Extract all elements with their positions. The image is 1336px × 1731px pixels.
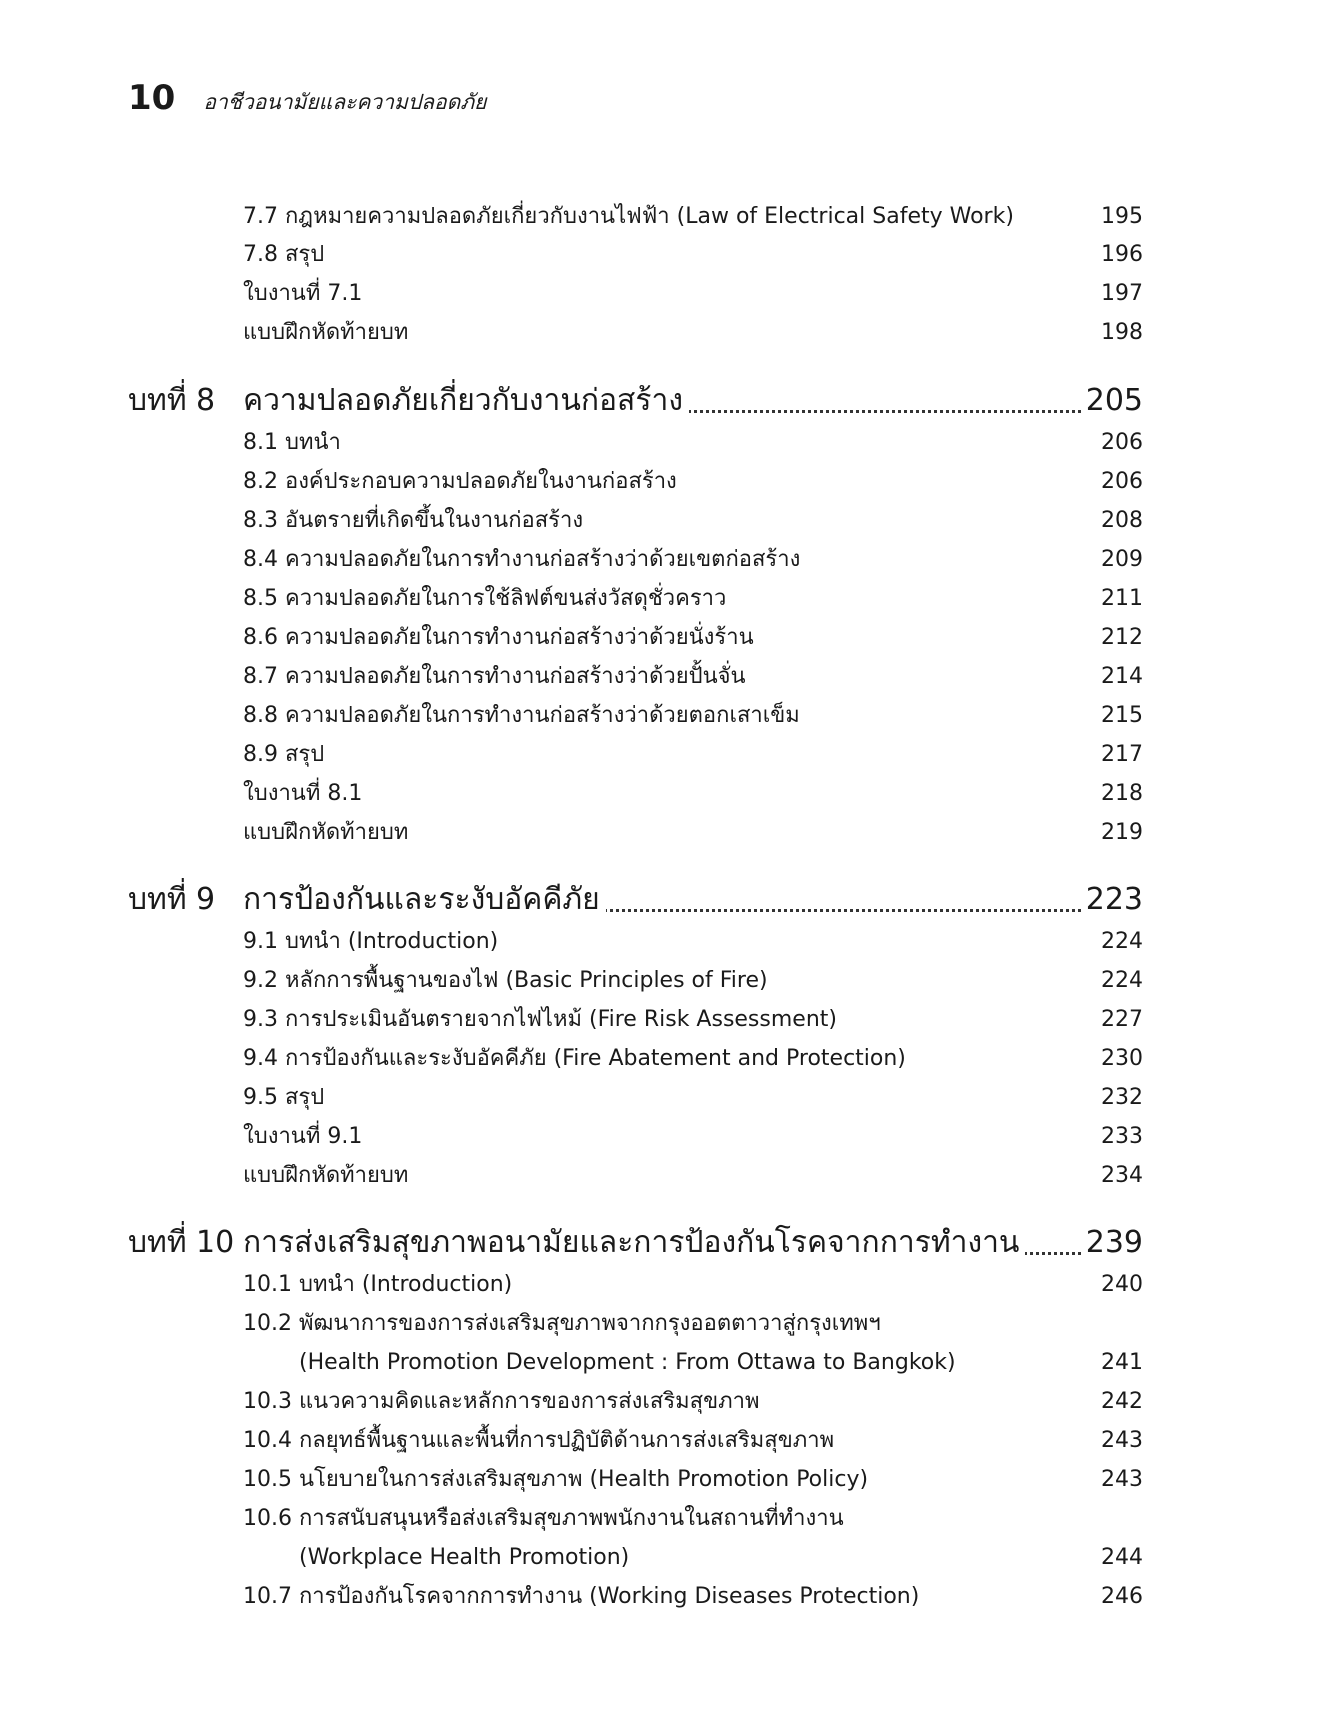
toc-entry-title: 10.2 พัฒนาการของการส่งเสริมสุขภาพจากกรุงออตตาวาสู่กรุงเทพฯ xyxy=(243,1311,881,1336)
toc-entry xyxy=(243,541,1143,579)
toc-entry-title: 8.5 ความปลอดภัยในการใช้ลิฟต์ขนส่งวัสดุชั่วคราว xyxy=(243,586,727,611)
toc-entry-page: 242 xyxy=(1101,1389,1143,1414)
toc-entry-page: 195 xyxy=(1101,204,1143,229)
chapter-title: ความปลอดภัยเกี่ยวกับงานก่อสร้าง xyxy=(243,377,689,425)
toc-entry-title: 8.3 อันตรายที่เกิดขึ้นในงานก่อสร้าง xyxy=(243,508,584,533)
toc-entry-page: 208 xyxy=(1101,508,1143,533)
toc-entry-page: 227 xyxy=(1101,1007,1143,1032)
toc-entry xyxy=(243,580,1143,618)
toc-entry-title: 8.9 สรุป xyxy=(243,742,325,767)
chapter-number: 10 xyxy=(196,1225,235,1260)
toc-entry-title: (Workplace Health Promotion) xyxy=(299,1545,630,1570)
toc-entry-title: 9.5 สรุป xyxy=(243,1085,325,1110)
toc-entry xyxy=(243,1344,1143,1382)
toc-entry-page: 243 xyxy=(1101,1467,1143,1492)
chapter-page: 223 xyxy=(1082,876,1143,924)
toc-entry-title: 10.3 แนวความคิดและหลักการของการส่งเสริมสุขภาพ xyxy=(243,1389,760,1414)
toc-entry xyxy=(243,1157,1143,1195)
toc-entry-page: 206 xyxy=(1101,469,1143,494)
toc-entry xyxy=(243,1539,1143,1577)
chapter-label: บทที่ xyxy=(128,1225,187,1260)
toc-entry-page: 234 xyxy=(1101,1163,1143,1188)
toc-entry xyxy=(243,1118,1143,1156)
toc-entry xyxy=(243,1040,1143,1078)
toc-entry xyxy=(243,814,1143,852)
toc-entry-title: (Health Promotion Development : From Ottawa to Bangkok) xyxy=(299,1350,956,1375)
toc-entry-title: 9.1 บทนำ (Introduction) xyxy=(243,929,499,954)
toc-entry-title: 8.6 ความปลอดภัยในการทำงานก่อสร้างว่าด้วยนั่งร้าน xyxy=(243,625,754,650)
toc-entry-title: แบบฝึกหัดท้ายบท xyxy=(243,320,409,345)
toc-entry-title: 7.7 กฎหมายความปลอดภัยเกี่ยวกับงานไฟฟ้า (Law of Electrical Safety Work) xyxy=(243,204,1014,229)
toc-entry xyxy=(243,775,1143,813)
toc-entry-title: 9.2 หลักการพื้นฐานของไฟ (Basic Principles of Fire) xyxy=(243,968,768,993)
page-number: 10 xyxy=(128,78,176,118)
toc-entry-page: 196 xyxy=(1101,242,1143,267)
chapter-title: การส่งเสริมสุขภาพอนามัยและการป้องกันโรคจากการทำงาน xyxy=(243,1219,1025,1267)
toc-entry xyxy=(243,1305,1143,1343)
toc-entry-title: 8.2 องค์ประกอบความปลอดภัยในงานก่อสร้าง xyxy=(243,469,677,494)
toc-entry xyxy=(243,463,1143,501)
chapter-page: 205 xyxy=(1082,377,1143,425)
chapter-label: บทที่ xyxy=(128,383,187,418)
toc-entry-page: 224 xyxy=(1101,929,1143,954)
toc-entry-page: 214 xyxy=(1101,664,1143,689)
toc-entry xyxy=(243,314,1143,352)
chapter-heading xyxy=(128,876,1143,924)
toc-entry-page: 246 xyxy=(1101,1584,1143,1609)
toc-entry-page: 224 xyxy=(1101,968,1143,993)
toc-entry xyxy=(243,658,1143,696)
toc-entry-page: 206 xyxy=(1101,430,1143,455)
page-header xyxy=(128,78,486,128)
toc-entry-title: 9.4 การป้องกันและระงับอัคคีภัย (Fire Abatement and Protection) xyxy=(243,1046,906,1071)
toc-entry-title: 10.6 การสนับสนุนหรือส่งเสริมสุขภาพพนักงานในสถานที่ทำงาน xyxy=(243,1506,844,1531)
book-title: อาชีวอนามัยและความปลอดภัย xyxy=(203,90,487,114)
toc-entry xyxy=(243,236,1143,274)
toc-entry-title: ใบงานที่ 9.1 xyxy=(243,1124,363,1149)
toc-entry-page: 230 xyxy=(1101,1046,1143,1071)
toc-entry-page: 241 xyxy=(1101,1350,1143,1375)
toc-entry xyxy=(243,1383,1143,1421)
toc-entry-page: 243 xyxy=(1101,1428,1143,1453)
chapter-heading xyxy=(128,377,1143,425)
toc-entry xyxy=(243,424,1143,462)
toc-entry xyxy=(243,1422,1143,1460)
toc-entry xyxy=(243,697,1143,735)
chapter-number: 8 xyxy=(196,383,216,418)
toc-entry-title: ใบงานที่ 8.1 xyxy=(243,781,363,806)
toc-entry xyxy=(243,736,1143,774)
toc-entry xyxy=(243,502,1143,540)
toc-entry-page: 219 xyxy=(1101,820,1143,845)
toc-entry-title: 10.4 กลยุทธ์พื้นฐานและพื้นที่การปฏิบัติด้านการส่งเสริมสุขภาพ xyxy=(243,1428,835,1453)
toc-entry-page: 244 xyxy=(1101,1545,1143,1570)
toc-entry-title: 8.1 บทนำ xyxy=(243,430,341,455)
toc-entry-title: 8.4 ความปลอดภัยในการทำงานก่อสร้างว่าด้วยเขตก่อสร้าง xyxy=(243,547,801,572)
toc-entry-title: ใบงานที่ 7.1 xyxy=(243,281,363,306)
toc-entry-page: 209 xyxy=(1101,547,1143,572)
toc-entry-title: 10.1 บทนำ (Introduction) xyxy=(243,1272,513,1297)
toc-entry xyxy=(243,619,1143,657)
toc-entry xyxy=(243,1461,1143,1499)
chapter-label: บทที่ xyxy=(128,882,187,917)
toc-entry-page: 217 xyxy=(1101,742,1143,767)
toc-entry-page: 218 xyxy=(1101,781,1143,806)
toc-entry-title: 7.8 สรุป xyxy=(243,242,325,267)
toc-entry-page: 197 xyxy=(1101,281,1143,306)
toc-entry-title: แบบฝึกหัดท้ายบท xyxy=(243,1163,409,1188)
chapter-number: 9 xyxy=(196,882,216,917)
chapter-heading xyxy=(128,1219,1143,1267)
toc-entry xyxy=(243,923,1143,961)
toc-entry-title: 10.7 การป้องกันโรคจากการทำงาน (Working Diseases Protection) xyxy=(243,1584,920,1609)
toc-entry-page: 198 xyxy=(1101,320,1143,345)
toc-entry-title: 9.3 การประเมินอันตรายจากไฟไหม้ (Fire Risk Assessment) xyxy=(243,1007,837,1032)
toc-entry xyxy=(243,198,1143,236)
toc-entry-page: 211 xyxy=(1101,586,1143,611)
toc-entry xyxy=(243,1266,1143,1304)
chapter-page: 239 xyxy=(1082,1219,1143,1267)
toc-entry-title: 8.7 ความปลอดภัยในการทำงานก่อสร้างว่าด้วยปั้นจั่น xyxy=(243,664,746,689)
toc-entry-title: 10.5 นโยบายในการส่งเสริมสุขภาพ (Health Promotion Policy) xyxy=(243,1467,869,1492)
toc-entry xyxy=(243,962,1143,1000)
toc-entry-page: 233 xyxy=(1101,1124,1143,1149)
toc-entry xyxy=(243,275,1143,313)
toc-entry-page: 240 xyxy=(1101,1272,1143,1297)
toc-entry-title: แบบฝึกหัดท้ายบท xyxy=(243,820,409,845)
chapter-title: การป้องกันและระงับอัคคีภัย xyxy=(243,876,606,924)
toc-entry-page: 232 xyxy=(1101,1085,1143,1110)
toc-entry xyxy=(243,1079,1143,1117)
toc-entry-page: 212 xyxy=(1101,625,1143,650)
toc-entry xyxy=(243,1001,1143,1039)
toc-entry-title: 8.8 ความปลอดภัยในการทำงานก่อสร้างว่าด้วยตอกเสาเข็ม xyxy=(243,703,800,728)
toc-entry-page: 215 xyxy=(1101,703,1143,728)
toc-entry xyxy=(243,1500,1143,1538)
toc-entry xyxy=(243,1578,1143,1616)
